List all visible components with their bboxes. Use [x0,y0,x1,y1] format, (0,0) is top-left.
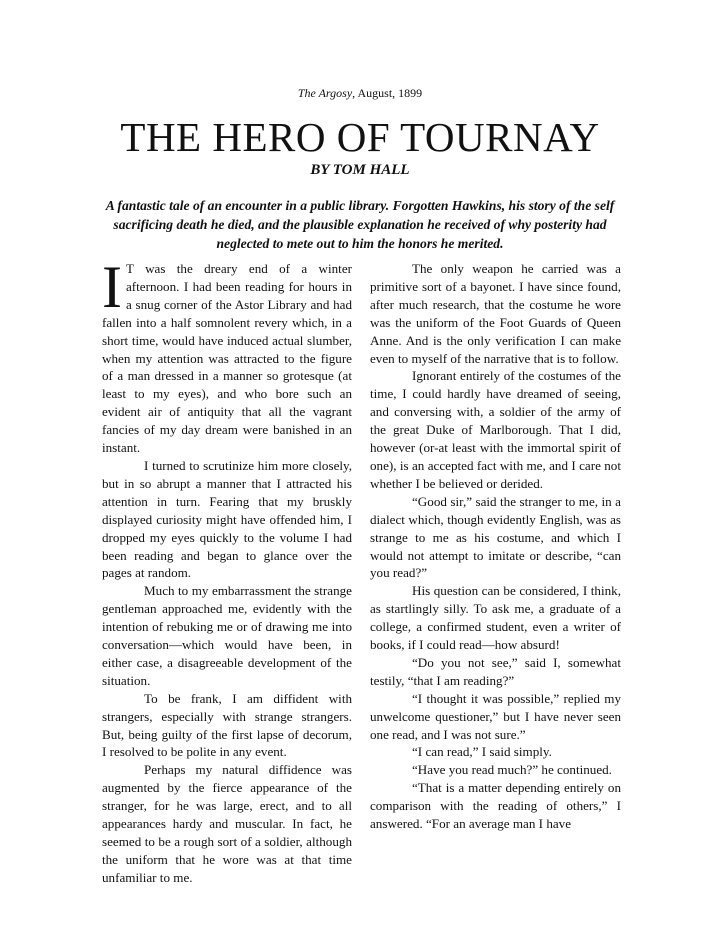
paragraph: “I can read,” I said simply. [412,744,552,760]
paragraph: “That is a matter depending entirely on comparison with the reading of others,” I answered. “For an average man I have [370,780,621,832]
paragraph-text: T was the dreary end of a winter afternoon. I had been reading for hours in a snug corner of the Astor Library and had fallen into a half somnolent revery which, in a short time, would have induced actual slumber, when my attention was attracted to the figure of a man dressed in a manner so grotesque (at least to my eyes), and who bore such an evident air of antiquity that all the vagrant fancies of my day dream were banished in an instant. [102,261,352,456]
story-title: THE HERO OF TOURNAY [120,114,600,160]
paragraph: “Good sir,” said the stranger to me, in a dialect which, though evidently English, was as strange to me as his costume, and which I would not attempt to imitate or describe, “can you read?” [370,493,621,581]
paragraph: The only weapon he carried was a primitive sort of a bayonet. I have since found, after much research, that the costume he wore was the uniform of the Foot Guards of Queen Anne. And is the only verification I can make even to myself of the narrative that is to follow. [370,261,621,366]
right-column [370,260,621,833]
paragraph: “Do you not see,” said I, somewhat testily, “that I am reading?” [370,654,621,688]
paragraph: “Have you read much?” he continued. [412,762,612,778]
paragraph: Much to my embarrassment the strange gentleman approached me, evidently with the intention of rebuking me or of drawing me into conversation—which would have been, in either case, a disagreeable development of the situation. [102,583,352,688]
paragraph: Perhaps my natural diffidence was augmented by the fierce appearance of the stranger, for he was large, erect, and to all appearances hardy and muscular. In fact, he seemed to be a rough sort of a soldier, although the uniform that he wore was at that time unfamiliar to me. [102,762,352,885]
issue-date: , August, 1899 [352,86,423,100]
paragraph: His question can be considered, I think, as startlingly silly. To ask me, a graduate of a college, a confirmed student, even a writer of books, if I could read—how absurd! [370,583,621,653]
story-blurb: A fantastic tale of an encounter in a public library. Forgotten Hawkins, his story of the self sacrificing death he died, and the plausible explanation he received of why posterity had neglected to mete out to him the honors he merited. [105,198,615,251]
paragraph [102,254,352,457]
paragraph: “I thought it was possible,” replied my unwelcome questioner,” but I have never seen one read, and I was not sure.” [370,690,621,742]
paragraph: I turned to scrutinize him more closely, but in so abrupt a manner that I attracted his attention in turn. Fearing that my bruskly displayed curiosity might have offended him, I dropped my eyes quickly to the volume I had been reading and began to glance over the pages at random. [102,457,352,581]
paragraph: Ignorant entirely of the costumes of the time, I could hardly have dreamed of seeing, and conversing with, a soldier of the army of the great Duke of Marlborough. That I did, however (or-at least with the immortal spirit of one), is an accepted fact with me, and I care not whether I be believed or derided. [370,368,621,491]
left-column [102,254,352,887]
byline: BY TOM HALL [310,162,410,178]
publication-citation [0,86,720,101]
magazine-name: The Argosy [297,86,353,100]
drop-cap: I [102,254,122,320]
paragraph: To be frank, I am diffident with strangers, especially with strange strangers. But, being guilty of the first lapse of decorum, I resolved to be polite in any event. [102,690,352,760]
